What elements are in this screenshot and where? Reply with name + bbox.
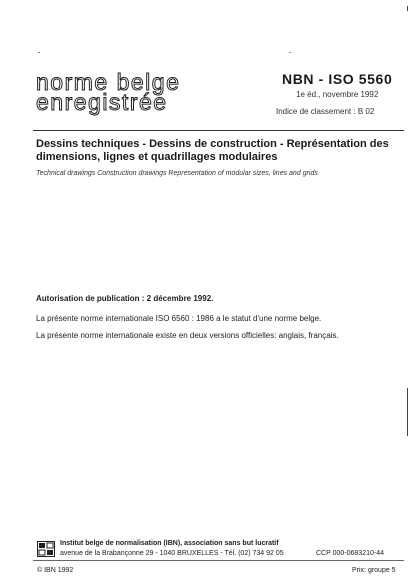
title-translations: Technical drawings Construction drawings Representation of modular sizes, lines and grids [36, 170, 318, 177]
title-line-2: dimensions, lignes et quadrillages modulaires [36, 151, 278, 163]
standard-number: NBN - ISO 5560 [282, 71, 393, 87]
brand-line-1: norme belge [36, 69, 181, 95]
institute-name: Institut belge de normalisation (IBN), association sans but lucratif [60, 540, 279, 547]
header-divider [33, 130, 404, 131]
scan-speck [289, 52, 291, 53]
brand-line-2: enregistrée [36, 89, 168, 115]
publication-authorization: Autorisation de publication : 2 décembre 1992. [36, 294, 214, 303]
classification-index: Indice de classement : B 02 [276, 107, 375, 116]
scan-mark [407, 388, 408, 436]
postal-account: CCP 000-0683210-44 [316, 550, 384, 557]
institute-address: avenue de la Brabançonne 29 - 1040 BRUXELLES - Tél. (02) 734 92 05 [60, 550, 284, 557]
scan-speck [38, 52, 40, 53]
ibn-logo-icon [37, 541, 55, 557]
footer-divider [33, 560, 404, 561]
title-line-1: Dessins techniques - Dessins de construction - Représentation des [36, 138, 389, 150]
standard-status: La présente norme internationale ISO 6560 : 1986 a le statut d'une norme belge. [36, 314, 322, 323]
edition-date: 1e éd., novembre 1992 [296, 90, 379, 99]
official-versions: La présente norme internationale existe en deux versions officielles: anglais, français. [36, 331, 339, 340]
scan-mark [407, 6, 408, 11]
price-group: Prix: groupe 5 [352, 567, 396, 574]
document-title [36, 138, 389, 164]
copyright: © IBN 1992 [37, 567, 74, 574]
